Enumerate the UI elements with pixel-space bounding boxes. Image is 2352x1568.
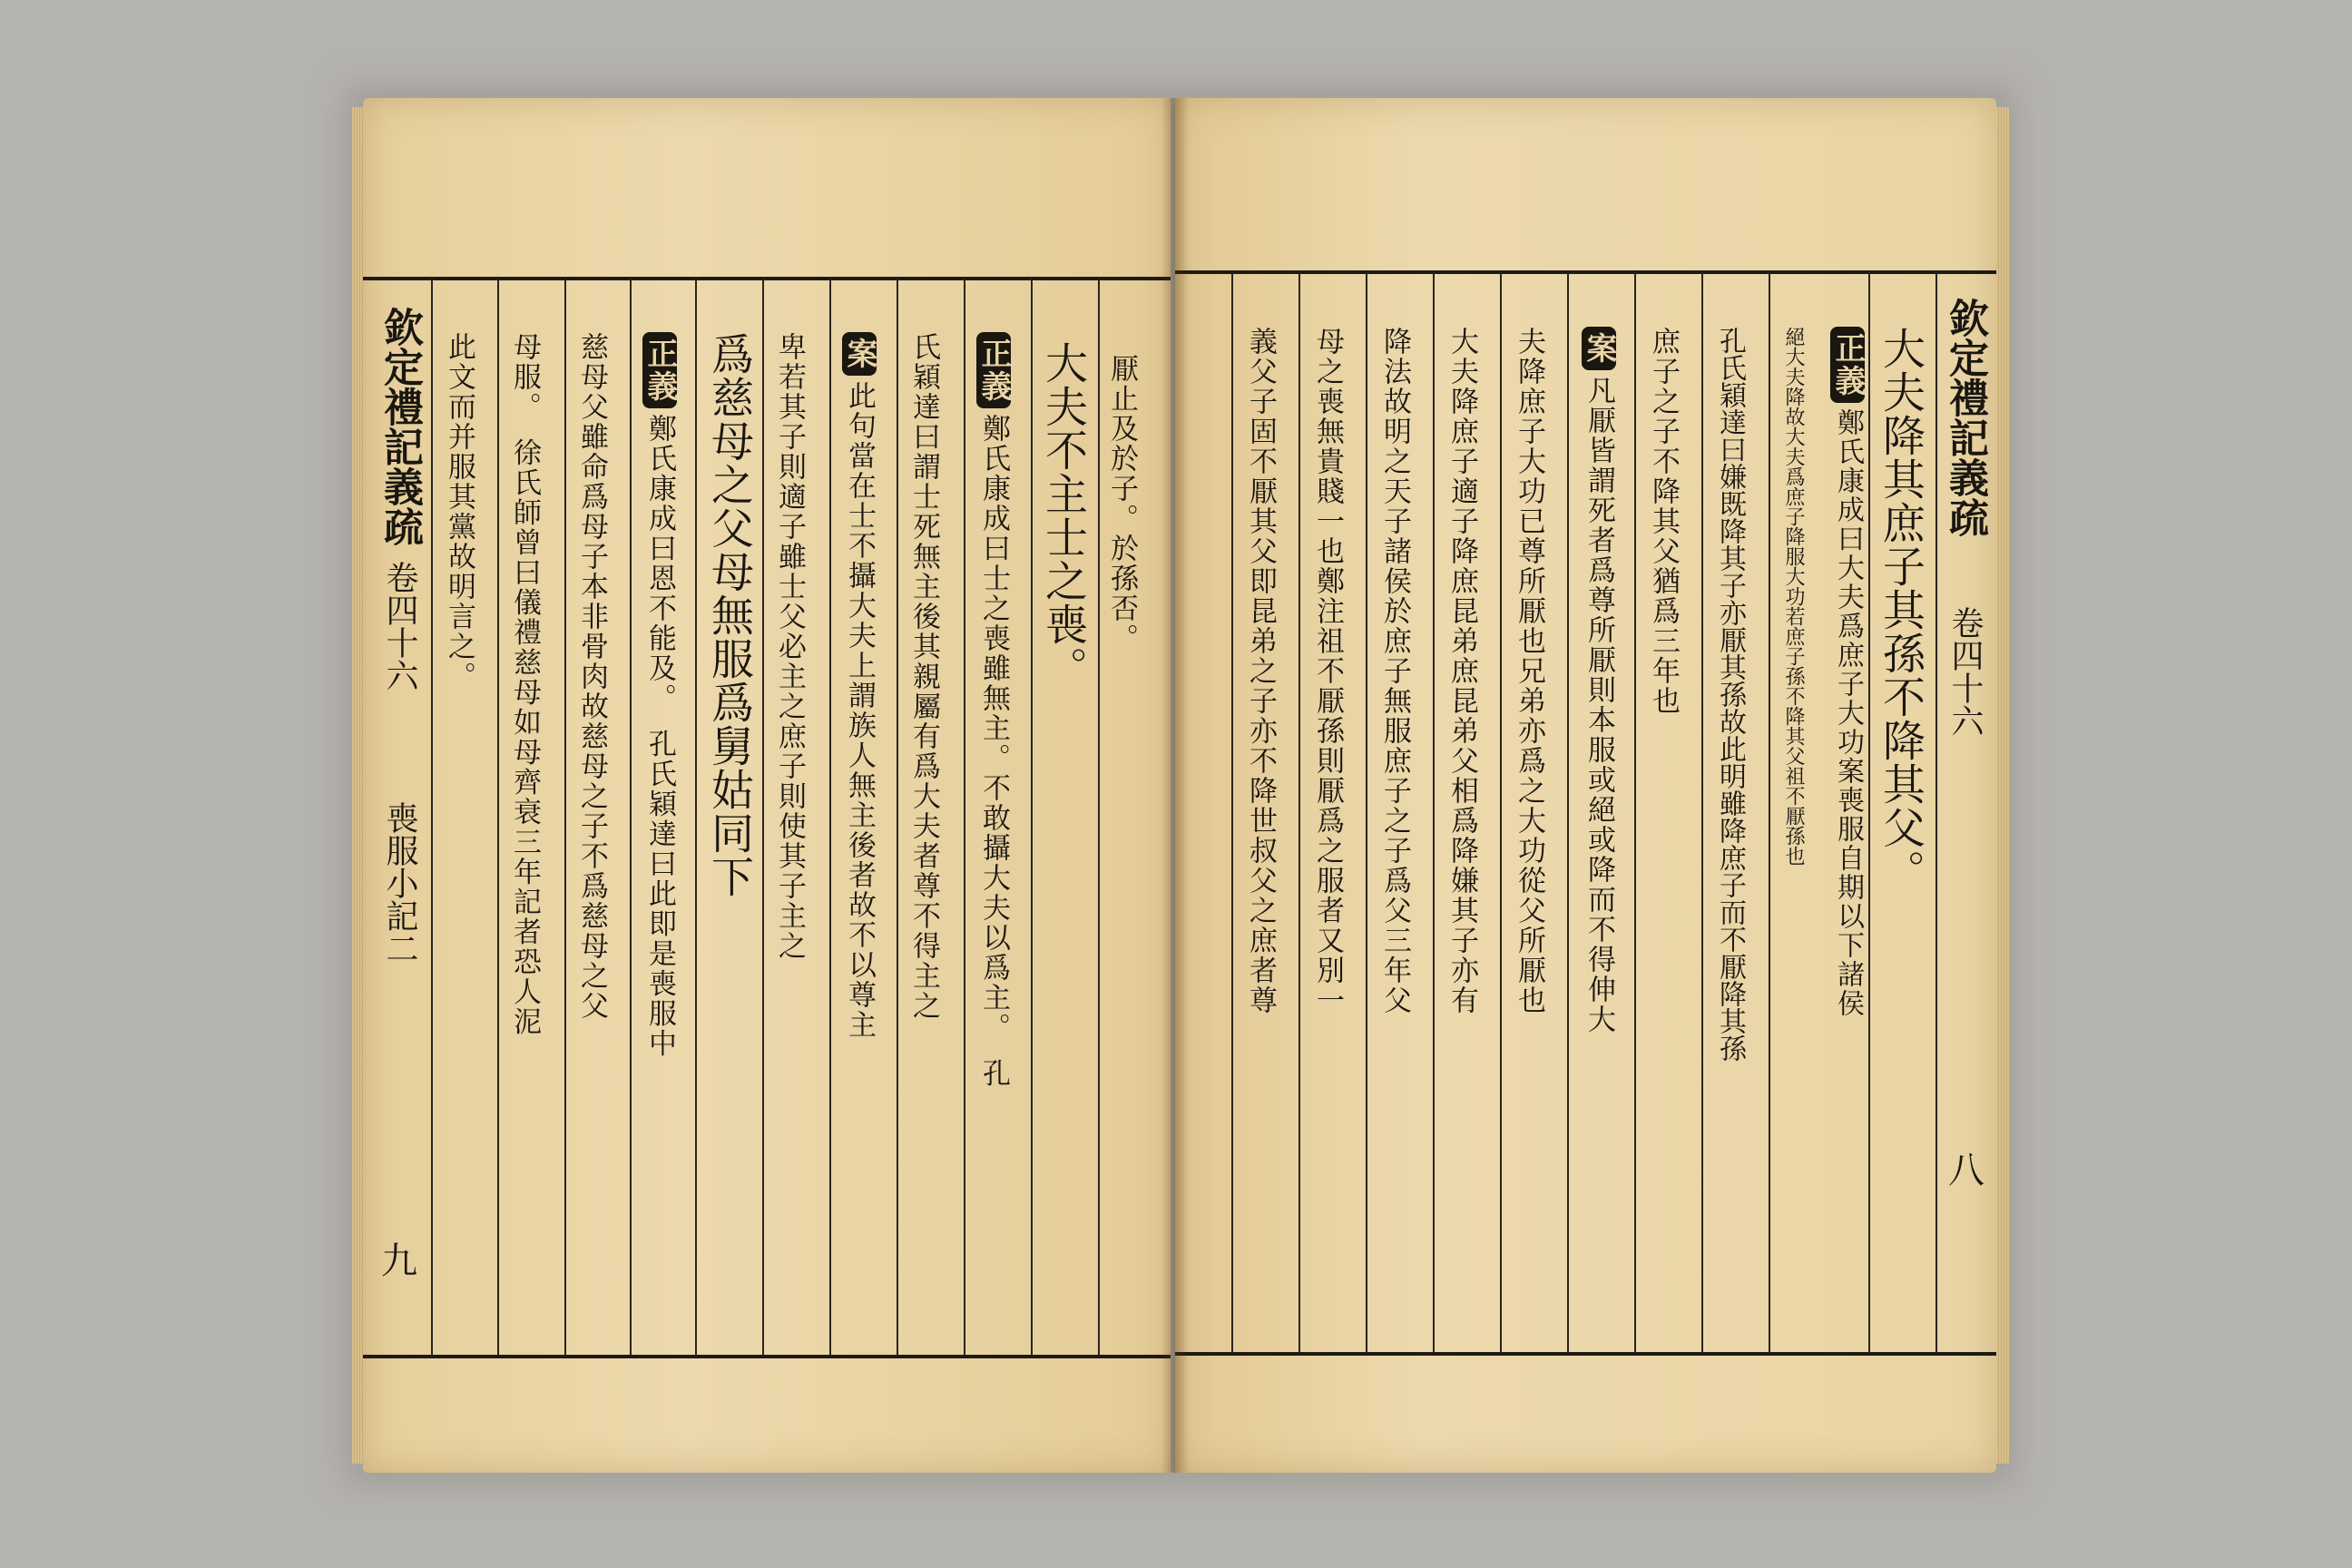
text-column-8: 大夫降庶子適子降庶昆弟庶昆弟父相爲降嫌其子亦有 [1446,327,1478,1015]
text-column-11: 此文而并服其黨故明言之。 [443,332,475,691]
top-rule [363,277,1171,280]
book-title: 欽定禮記義疏 [377,307,423,546]
column-divider [630,279,632,1355]
text-column-2: 大夫不主士之喪。 [1038,341,1088,690]
zhengyi-tag: 正義 [976,332,1011,408]
text-column-10: 母之喪無貴賤一也鄭注祖不厭孫則厭爲之服者又別一 [1311,327,1344,1015]
text-column-6: 卑若其子則適子雖士父必主之庶子則使其子主之 [773,332,806,961]
an-tag: 案 [1582,327,1616,370]
column-divider [1567,272,1569,1352]
text-column-6 [1582,327,1616,1034]
bottom-rule [363,1355,1171,1358]
column-divider [564,279,566,1355]
column-divider [695,279,697,1355]
column-divider [964,279,965,1355]
open-book [363,98,1996,1473]
text-column-4: 孔氏穎達曰嫌既降其子亦厭其孫故此明雖降庶子而不厭降其孫 [1714,327,1746,1062]
text-column-11: 義父子固不厭其父即昆弟之子亦不降世叔父之庶者尊 [1244,327,1277,1015]
column-divider [1634,272,1636,1352]
column-divider [1298,272,1300,1352]
column-text: 鄭氏康成曰恩不能及。 孔氏穎達曰此即是喪服中 [643,414,676,1059]
text-column-4: 氏穎達曰謂士死無主後其親屬有爲大夫者尊不得主之 [907,332,940,1021]
column-divider [1500,272,1502,1352]
column-divider [1433,272,1435,1352]
text-column-5 [842,332,877,1040]
column-divider [1031,279,1033,1355]
right-page [1175,98,1996,1473]
book-title: 欽定禮記義疏 [1942,298,1988,537]
text-column-10: 母服。 徐氏師曾曰儀禮慈母如母齊衰三年記者恐人泥 [508,332,541,1037]
column-divider [1868,272,1870,1352]
column-text: 鄭氏康成曰士之喪雖無主。不敢攝大夫以爲主。 孔 [977,414,1010,1089]
column-divider [1231,272,1233,1352]
column-divider [1098,279,1100,1355]
column-text: 凡厭皆謂死者爲尊所厭則本服或絕或降而不得伸大 [1583,376,1615,1034]
text-column-3 [976,332,1011,1089]
column-text: 鄭氏康成曰大夫爲庶子大功案喪服自期以下諸侯 [1832,408,1864,1018]
column-divider [1769,272,1770,1352]
margin-rule [1936,272,1937,1352]
leaf-number: 八 [1948,1150,1984,1191]
margin-rule [431,279,433,1355]
text-column-1: 大夫降其庶子其孫不降其父。 [1876,327,1926,893]
text-column-9: 慈母父雖命爲母子本非骨肉故慈母之子不爲慈母之父 [575,332,608,1021]
book-gutter [1161,98,1189,1473]
text-column-2 [1830,327,1865,1018]
text-column-8 [642,332,677,1059]
column-divider [1366,272,1367,1352]
zhengyi-tag: 正義 [642,332,677,408]
text-column-1: 厭止及於子。於孫否。 [1105,354,1138,653]
column-divider [497,279,499,1355]
an-tag: 案 [842,332,877,376]
text-column-7: 夫降庶子大功已尊所厭也兄弟亦爲之大功從父所厭也 [1513,327,1545,1015]
text-column-3: 絕大夫降故大夫爲庶子降服大功若庶子孫不降其父祖不厭孫也 [1782,327,1805,866]
column-divider [762,279,764,1355]
column-divider [897,279,898,1355]
left-page [363,98,1171,1473]
column-text: 此句當在士不攝大夫上謂族人無主後者故不以尊主 [843,381,876,1040]
bottom-rule [1175,1352,1996,1356]
right-page-edge [1996,107,2009,1464]
text-column-7: 爲慈母之父母無服爲舅姑同下 [704,332,754,898]
chapter-label: 喪服小記二 [381,801,418,965]
volume-label: 卷四十六 [1946,606,1984,737]
column-divider [1701,272,1703,1352]
leaf-number: 九 [381,1240,417,1282]
volume-label: 卷四十六 [381,561,418,691]
text-column-5: 庶子之子不降其父猶爲三年也 [1647,327,1680,716]
text-column-9: 降法故明之天子諸侯於庶子無服庶子之子爲父三年父 [1378,327,1411,1015]
column-divider [829,279,831,1355]
zhengyi-tag: 正義 [1830,327,1865,403]
